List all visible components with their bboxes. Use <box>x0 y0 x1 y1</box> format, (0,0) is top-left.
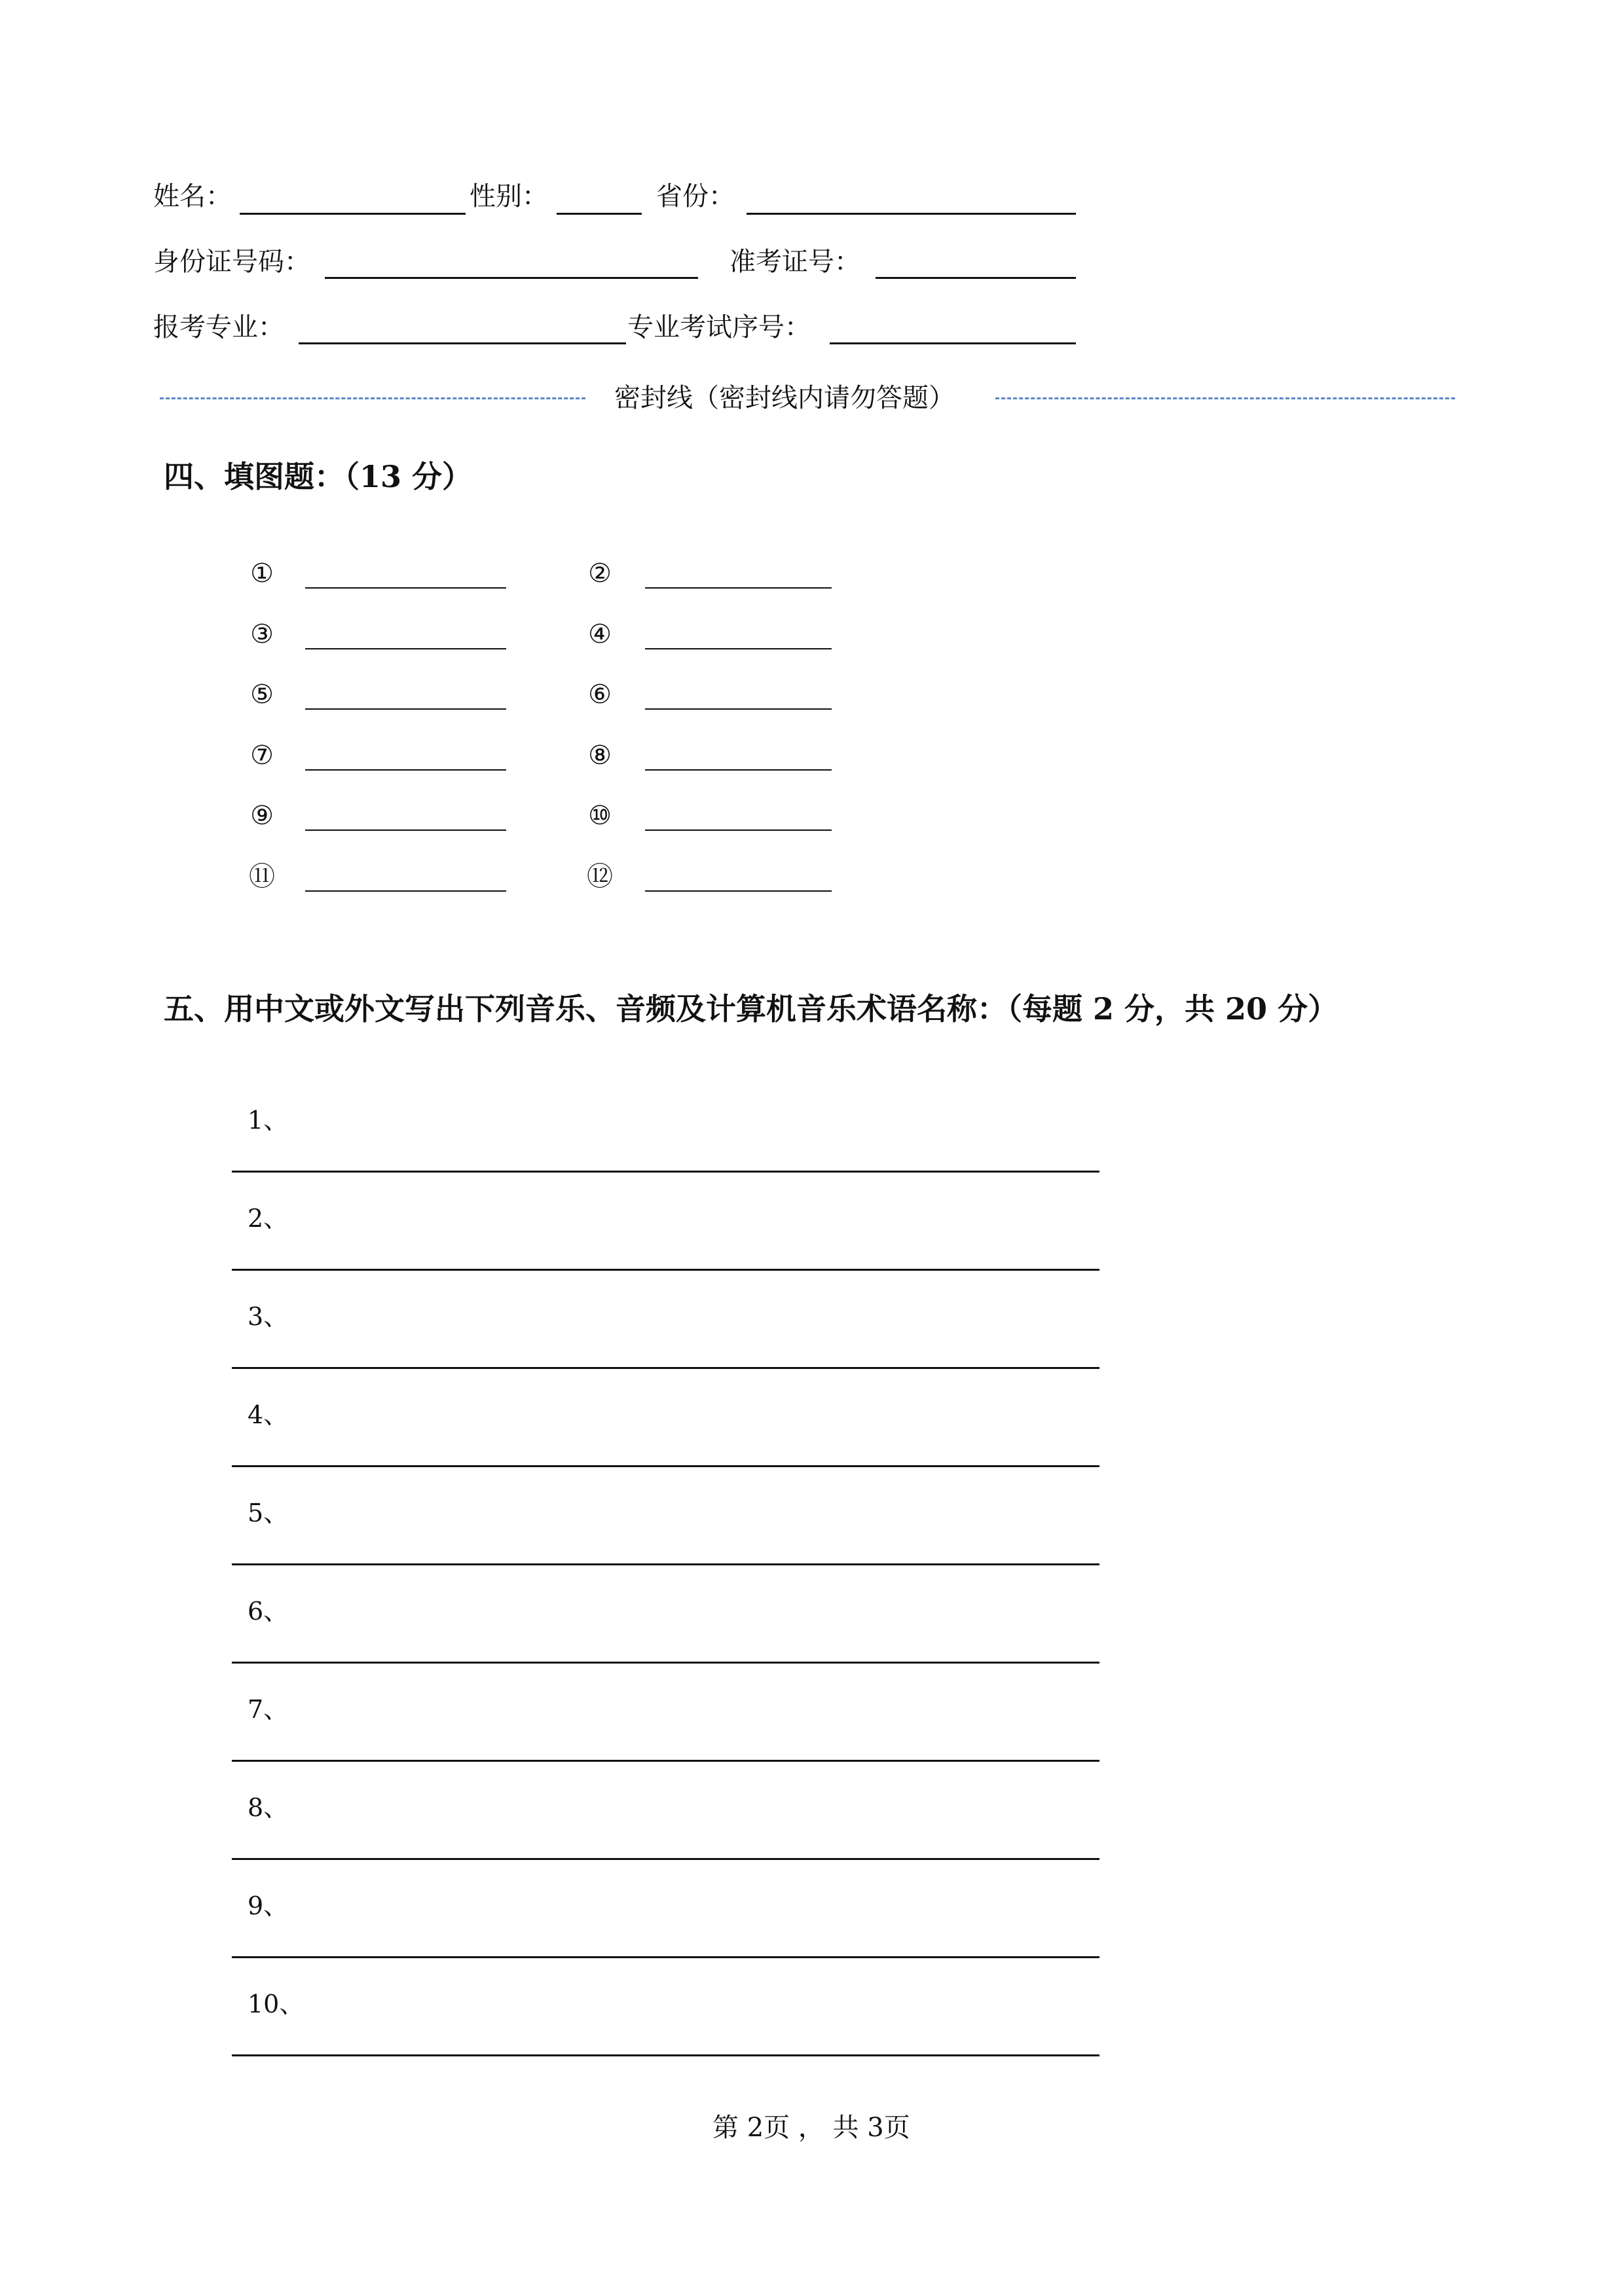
seal-line-right <box>995 397 1455 399</box>
answer-line[interactable] <box>232 1367 1099 1369</box>
answer-line[interactable] <box>232 1171 1099 1173</box>
exam-number-field[interactable] <box>876 277 1076 279</box>
gender-label: 性别： <box>470 181 548 211</box>
answer-line[interactable] <box>232 2054 1099 2056</box>
major-seq-label: 专业考试序号： <box>627 312 811 342</box>
seal-line-left <box>160 397 585 399</box>
fill-item-blank[interactable] <box>305 708 506 710</box>
name-label: 姓名： <box>153 181 232 211</box>
fill-item-number: ④ <box>588 619 612 649</box>
province-label: 省份： <box>656 181 735 211</box>
fill-item-blank[interactable] <box>645 890 832 892</box>
name-field[interactable] <box>240 213 466 215</box>
answer-line[interactable] <box>232 1269 1099 1271</box>
answer-number: 10、 <box>248 1990 304 2018</box>
fill-item-blank[interactable] <box>305 769 506 771</box>
answer-line[interactable] <box>232 1956 1099 1958</box>
page-footer: 第 2页 ， 共 3页 <box>712 2113 910 2143</box>
major-label: 报考专业： <box>153 312 284 342</box>
fill-item-number: ⑥ <box>588 680 612 710</box>
answer-number: 6、 <box>248 1597 289 1626</box>
exam-number-label: 准考证号： <box>729 247 860 277</box>
id-number-field[interactable] <box>325 277 698 279</box>
fill-item-blank[interactable] <box>645 708 832 710</box>
fill-item-blank[interactable] <box>645 769 832 771</box>
fill-item-number: ② <box>588 558 612 589</box>
answer-line[interactable] <box>232 1760 1099 1762</box>
fill-item-blank[interactable] <box>645 587 832 589</box>
fill-item-number: ⑨ <box>250 801 274 831</box>
fill-item-number: ⑦ <box>250 740 274 771</box>
answer-number: 7、 <box>248 1695 289 1724</box>
fill-item-blank[interactable] <box>645 648 832 649</box>
fill-item-number: ⑧ <box>588 740 612 771</box>
fill-item-number: ⑪ <box>249 862 275 892</box>
seal-line-text: 密封线（密封线内请勿答题） <box>614 383 955 413</box>
answer-number: 2、 <box>248 1204 289 1233</box>
answer-line[interactable] <box>232 1563 1099 1565</box>
fill-item-number: ① <box>250 558 274 589</box>
answer-line[interactable] <box>232 1662 1099 1664</box>
fill-item-blank[interactable] <box>305 648 506 649</box>
section-4-title: 四、填图题：（13 分） <box>164 459 473 494</box>
fill-item-number: ⑤ <box>250 680 274 710</box>
fill-item-blank[interactable] <box>645 829 832 831</box>
answer-number: 4、 <box>248 1400 289 1429</box>
answer-number: 9、 <box>248 1891 289 1920</box>
id-number-label: 身份证号码： <box>153 247 310 277</box>
major-seq-field[interactable] <box>830 342 1076 344</box>
answer-line[interactable] <box>232 1858 1099 1860</box>
fill-item-number: ⑫ <box>587 862 613 892</box>
answer-number: 3、 <box>248 1302 289 1331</box>
section-5-title: 五、用中文或外文写出下列音乐、音频及计算机音乐术语名称：（每题 2 分，共 20 分） <box>164 991 1338 1027</box>
fill-item-blank[interactable] <box>305 829 506 831</box>
gender-field[interactable] <box>557 213 642 215</box>
answer-line[interactable] <box>232 1465 1099 1467</box>
fill-item-number: ⑩ <box>588 801 612 831</box>
answer-number: 5、 <box>248 1499 289 1527</box>
answer-number: 8、 <box>248 1793 289 1822</box>
fill-item-blank[interactable] <box>305 587 506 589</box>
fill-item-number: ③ <box>250 619 274 649</box>
fill-item-blank[interactable] <box>305 890 506 892</box>
province-field[interactable] <box>747 213 1076 215</box>
answer-number: 1、 <box>248 1106 289 1135</box>
major-field[interactable] <box>299 342 626 344</box>
